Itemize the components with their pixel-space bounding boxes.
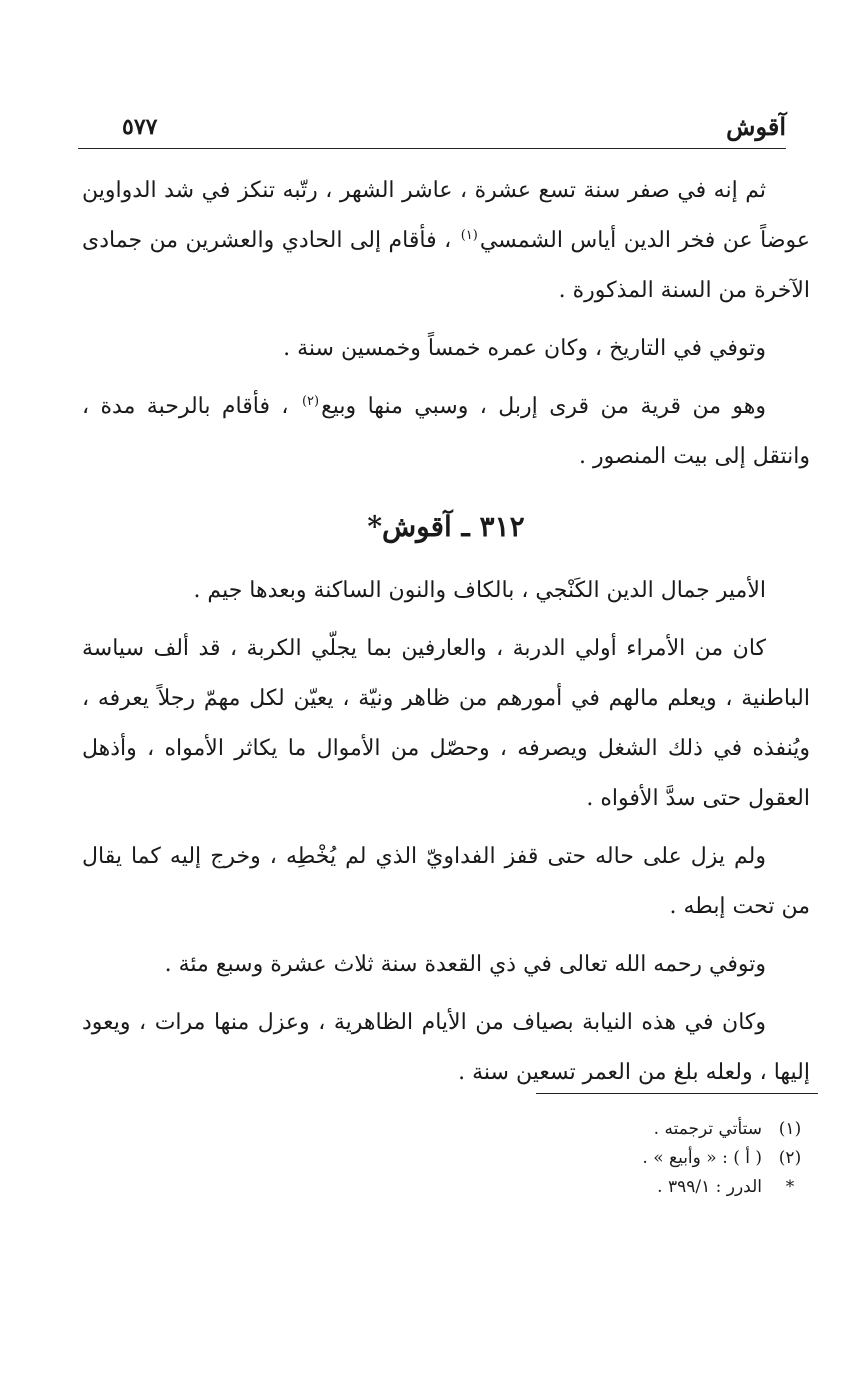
paragraph: الأمير جمال الدين الكَنْجي ، بالكاف والنون الساكنة وبعدها جيم . — [193, 578, 766, 603]
main-text — [82, 166, 810, 1106]
paragraph: وتوفي رحمه الله تعالى في ذي القعدة سنة ثلاث عشرة وسبع مئة . — [164, 952, 766, 977]
entry-heading: ٣١٢ ـ آقوش* — [367, 510, 525, 543]
paragraph-text: وهو من قرية من قرى إربل ، وسبي منها وبيع — [321, 394, 766, 419]
paragraph: وتوفي في التاريخ ، وكان عمره خمساً وخمسين سنة . — [283, 336, 766, 361]
footnote-reference: (٢) — [301, 393, 320, 409]
running-title: آقوش — [726, 112, 786, 141]
paragraph: وكان في هذه النيابة بصياف من الأيام الظاهرية ، وعزل منها مرات ، ويعود إليها ، ولعله بلغ من العمر تسعين سنة . — [82, 1010, 810, 1085]
footnotes — [82, 1115, 818, 1202]
footnote-text: الدرر : ٣٩٩/١ . — [657, 1177, 762, 1197]
footnote — [82, 1115, 818, 1144]
footnote-text: ستأتي ترجمته . — [653, 1119, 762, 1139]
footnote-mark: (٢) — [778, 1148, 802, 1168]
footnote — [82, 1144, 818, 1173]
footnote-mark: (١) — [778, 1119, 802, 1139]
footnote-reference: (١) — [460, 227, 478, 243]
footnote — [82, 1173, 818, 1202]
paragraph — [82, 166, 810, 316]
footnote-divider — [536, 1093, 818, 1094]
paragraph: ولم يزل على حاله حتى قفز الفداويّ الذي لم يُخْطِه ، وخرج إليه كما يقال من تحت إبطه . — [82, 844, 810, 919]
page-header — [78, 108, 786, 149]
page-number: ٥٧٧ — [122, 114, 158, 140]
paragraph — [82, 382, 810, 482]
footnote-text: ( أ ) : « وأبيع » . — [642, 1148, 762, 1168]
paragraph-text: ، فأقام إلى الحادي والعشرين من جمادى الآخرة من السنة المذكورة . — [82, 228, 810, 303]
paragraph-text: ، فأقام بالرحبة مدة ، وانتقل إلى بيت المنصور . — [82, 394, 810, 469]
paragraph: كان من الأمراء أولي الدربة ، والعارفين بما يجلّي الكربة ، قد ألف سياسة الباطنية ، ويعلم مالهم في أمورهم من ظاهر ونيّة ، يعيّن لكل مهمّ رجلاً يعرفه ، ويُنفذه في ذلك الشغل ويصرفه ، وحصّل من الأموال ما يكاثر الأمواه ، وأذهل العقول حتى سدَّ الأفواه . — [82, 636, 810, 811]
paragraph-text: ثم إنه في صفر سنة تسع عشرة ، عاشر الشهر ، رتّبه تنكز في شد الدواوين عوضاً عن فخر الدين أياس الشمسي — [82, 178, 810, 253]
footnote-mark: * — [785, 1177, 795, 1197]
